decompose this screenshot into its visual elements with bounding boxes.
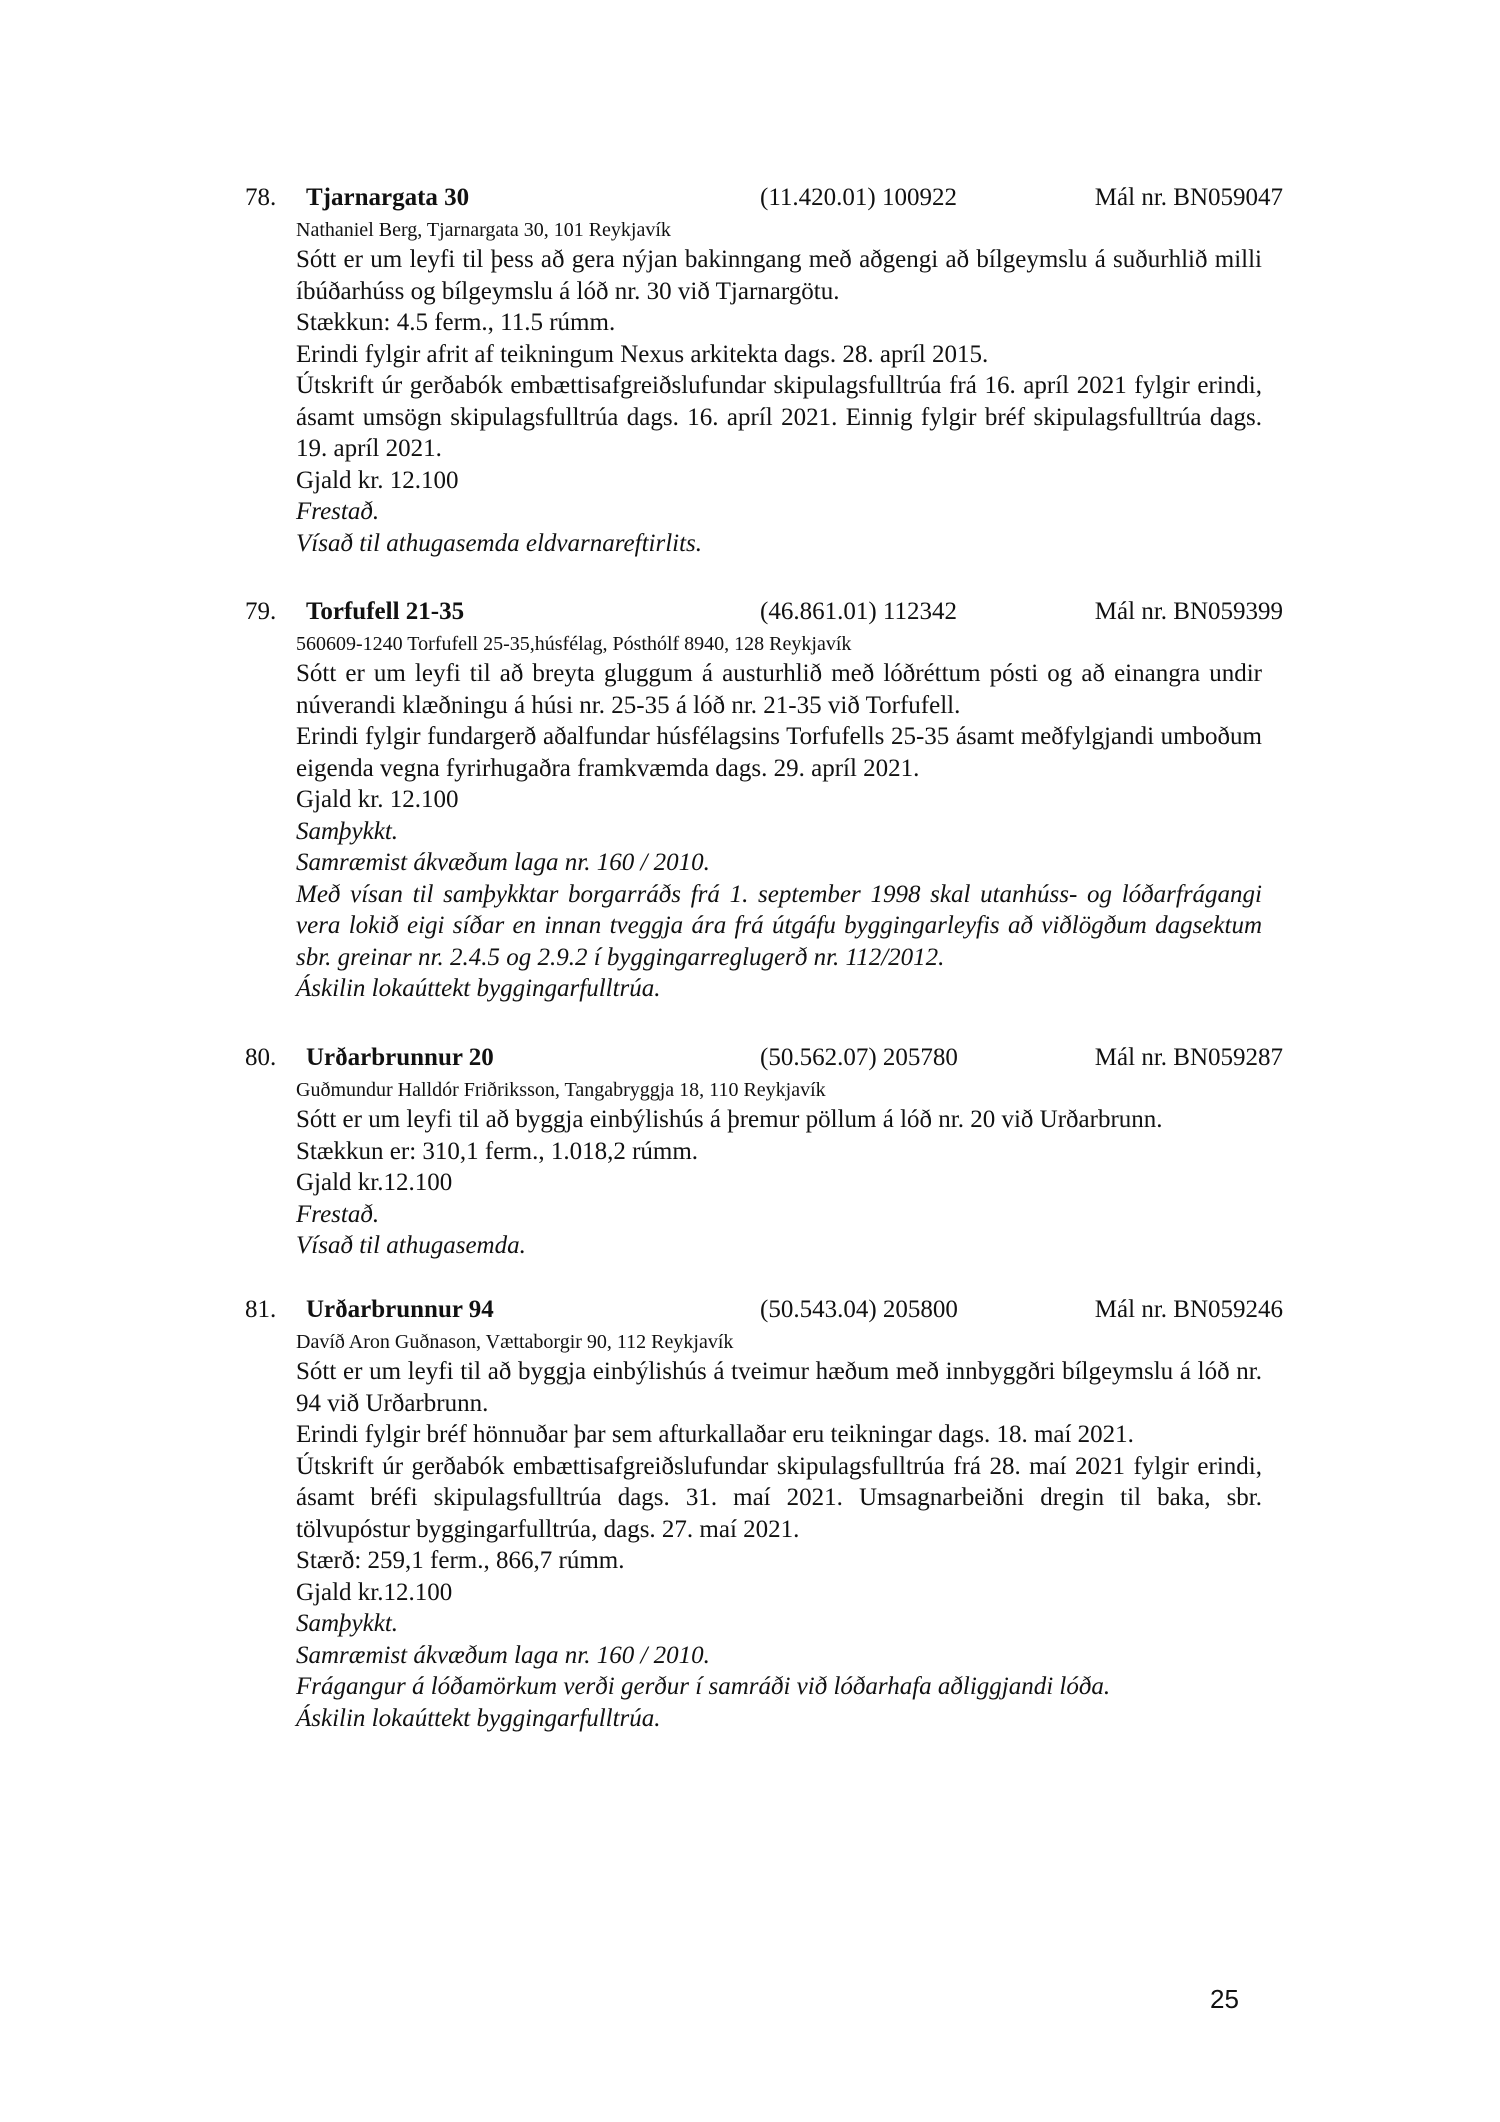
entry-text: Sótt er um leyfi til að byggja einbýlishús á þremur pöllum á lóð nr. 20 við Urðarbrunn.: [296, 1106, 1163, 1133]
entry-address: Torfufell 21-35: [306, 598, 465, 625]
entry-decision-note: Frágangur á lóðamörkum verði gerður í samráði við lóðarhafa aðliggjandi lóða.: [296, 1673, 1111, 1700]
entry-body: [296, 658, 1262, 1005]
entry-header: [0, 1040, 1500, 1076]
entry-decision: Frestað.: [296, 498, 380, 525]
entry-number: 80.: [245, 1044, 277, 1071]
entry-text: Útskrift úr gerðabók embættisafgreiðslufundar skipulagsfulltrúa frá 16. apríl 2021 fylgir erindi, ásamt umsögn skipulagsfulltrúa dags. 16. apríl 2021. Einnig fylgir bréf skipulagsfulltrúa dags. 19. apríl 2021.: [296, 372, 1262, 462]
entry-land-code: (50.543.04) 205800: [760, 1296, 958, 1323]
entry-text: Stækkun: 4.5 ferm., 11.5 rúmm.: [296, 309, 616, 336]
entry-case-number: Mál nr. BN059047: [1094, 184, 1283, 211]
entry-body: [296, 1104, 1262, 1262]
entry-land-code: (50.562.07) 205780: [760, 1044, 958, 1071]
entry-text: Útskrift úr gerðabók embættisafgreiðslufundar skipulagsfulltrúa frá 28. maí 2021 fylgir erindi, ásamt bréfi skipulagsfulltrúa dags. 31. maí 2021. Umsagnarbeiðni dregin til baka, sbr. tölvupóstur byggingarfulltrúa, dags. 27. maí 2021.: [296, 1452, 1262, 1543]
entry-fee: Gjald kr. 12.100: [296, 786, 459, 813]
entry-decision: Frestað.: [296, 1200, 380, 1228]
entry-text: Sótt er um leyfi til að breyta gluggum á austurhlið með lóðréttum pósti og að einangra undir núverandi klæðningu á húsi nr. 25-35 á lóð nr. 21-35 við Torfufell.: [296, 660, 1262, 719]
entry-decision-note: Vísað til athugasemda eldvarnareftirlits.: [296, 529, 703, 557]
entry-text: Erindi fylgir fundargerð aðalfundar húsfélagsins Torfufells 25-35 ásamt meðfylgjandi umboðum eigenda vegna fyrirhugaðra framkvæmda dags. 29. apríl 2021.: [296, 723, 1262, 782]
case-entry-81: [0, 1292, 1500, 1734]
entry-number: 79.: [245, 598, 277, 625]
entry-body: [296, 244, 1262, 559]
entry-applicant: Guðmundur Halldór Friðriksson, Tangabryggja 18, 110 Reykjavík: [296, 1079, 826, 1101]
entry-land-code: (11.420.01) 100922: [760, 184, 957, 211]
entry-number: 78.: [245, 184, 277, 211]
entry-decision-note: Samræmist ákvæðum laga nr. 160 / 2010.: [296, 849, 710, 876]
entry-case-number: Mál nr. BN059399: [1094, 598, 1283, 625]
entry-decision-note: Með vísan til samþykktar borgarráðs frá 1. september 1998 skal utanhúss- og lóðarfrágangi vera lokið eigi síðar en innan tveggja ára frá útgáfu byggingarleyfis að viðlögðum dagsektum sbr. greinar nr. 2.4.5 og 2.9.2 í byggingarreglugerð nr. 112/2012.: [296, 880, 1262, 971]
entry-text: Erindi fylgir afrit af teikningum Nexus arkitekta dags. 28. apríl 2015.: [296, 340, 989, 368]
entry-text: Erindi fylgir bréf hönnuðar þar sem afturkallaðar eru teikningar dags. 18. maí 2021.: [296, 1421, 1134, 1448]
entry-header: [0, 594, 1500, 630]
entry-address: Urðarbrunnur 20: [306, 1044, 494, 1071]
entry-fee: Gjald kr.12.100: [296, 1169, 453, 1196]
entry-address: Tjarnargata 30: [306, 184, 470, 211]
entry-applicant: Nathaniel Berg, Tjarnargata 30, 101 Reykjavík: [296, 219, 671, 241]
entry-text: Sótt er um leyfi til að byggja einbýlishús á tveimur hæðum með innbyggðri bílgeymslu á lóð nr. 94 við Urðarbrunn.: [296, 1358, 1262, 1417]
entry-text: Stækkun er: 310,1 ferm., 1.018,2 rúmm.: [296, 1137, 699, 1165]
entry-body: [296, 1356, 1262, 1734]
entry-land-code: (46.861.01) 112342: [760, 598, 957, 625]
entry-header: [0, 180, 1500, 216]
entry-applicant: Davíð Aron Guðnason, Vættaborgir 90, 112 Reykjavík: [296, 1331, 734, 1353]
entry-decision-note: Vísað til athugasemda.: [296, 1232, 526, 1259]
entry-case-number: Mál nr. BN059287: [1094, 1044, 1283, 1071]
entry-decision: Samþykkt.: [296, 817, 399, 845]
case-entry-78: [0, 180, 1500, 559]
entry-fee: Gjald kr.12.100: [296, 1578, 453, 1606]
entry-text: Stærð: 259,1 ferm., 866,7 rúmm.: [296, 1547, 625, 1574]
entry-header: [0, 1292, 1500, 1328]
entry-number: 81.: [245, 1296, 277, 1323]
entry-decision: Samþykkt.: [296, 1610, 399, 1637]
case-entry-79: [0, 594, 1500, 1005]
entry-text: Sótt er um leyfi til þess að gera nýjan bakinngang með aðgengi að bílgeymslu á suðurhlið milli íbúðarhúss og bílgeymslu á lóð nr. 30 við Tjarnargötu.: [296, 246, 1262, 305]
entry-decision-note: Samræmist ákvæðum laga nr. 160 / 2010.: [296, 1641, 710, 1669]
page-number: 25: [1210, 1984, 1239, 2014]
entry-case-number: Mál nr. BN059246: [1094, 1296, 1283, 1323]
entry-decision-note: Áskilin lokaúttekt byggingarfulltrúa.: [296, 975, 661, 1002]
entry-address: Urðarbrunnur 94: [306, 1296, 494, 1323]
entry-decision-note: Áskilin lokaúttekt byggingarfulltrúa.: [296, 1704, 661, 1732]
entry-applicant: 560609-1240 Torfufell 25-35,húsfélag, Pósthólf 8940, 128 Reykjavík: [296, 633, 852, 655]
case-entry-80: [0, 1040, 1500, 1262]
entry-fee: Gjald kr. 12.100: [296, 466, 459, 494]
